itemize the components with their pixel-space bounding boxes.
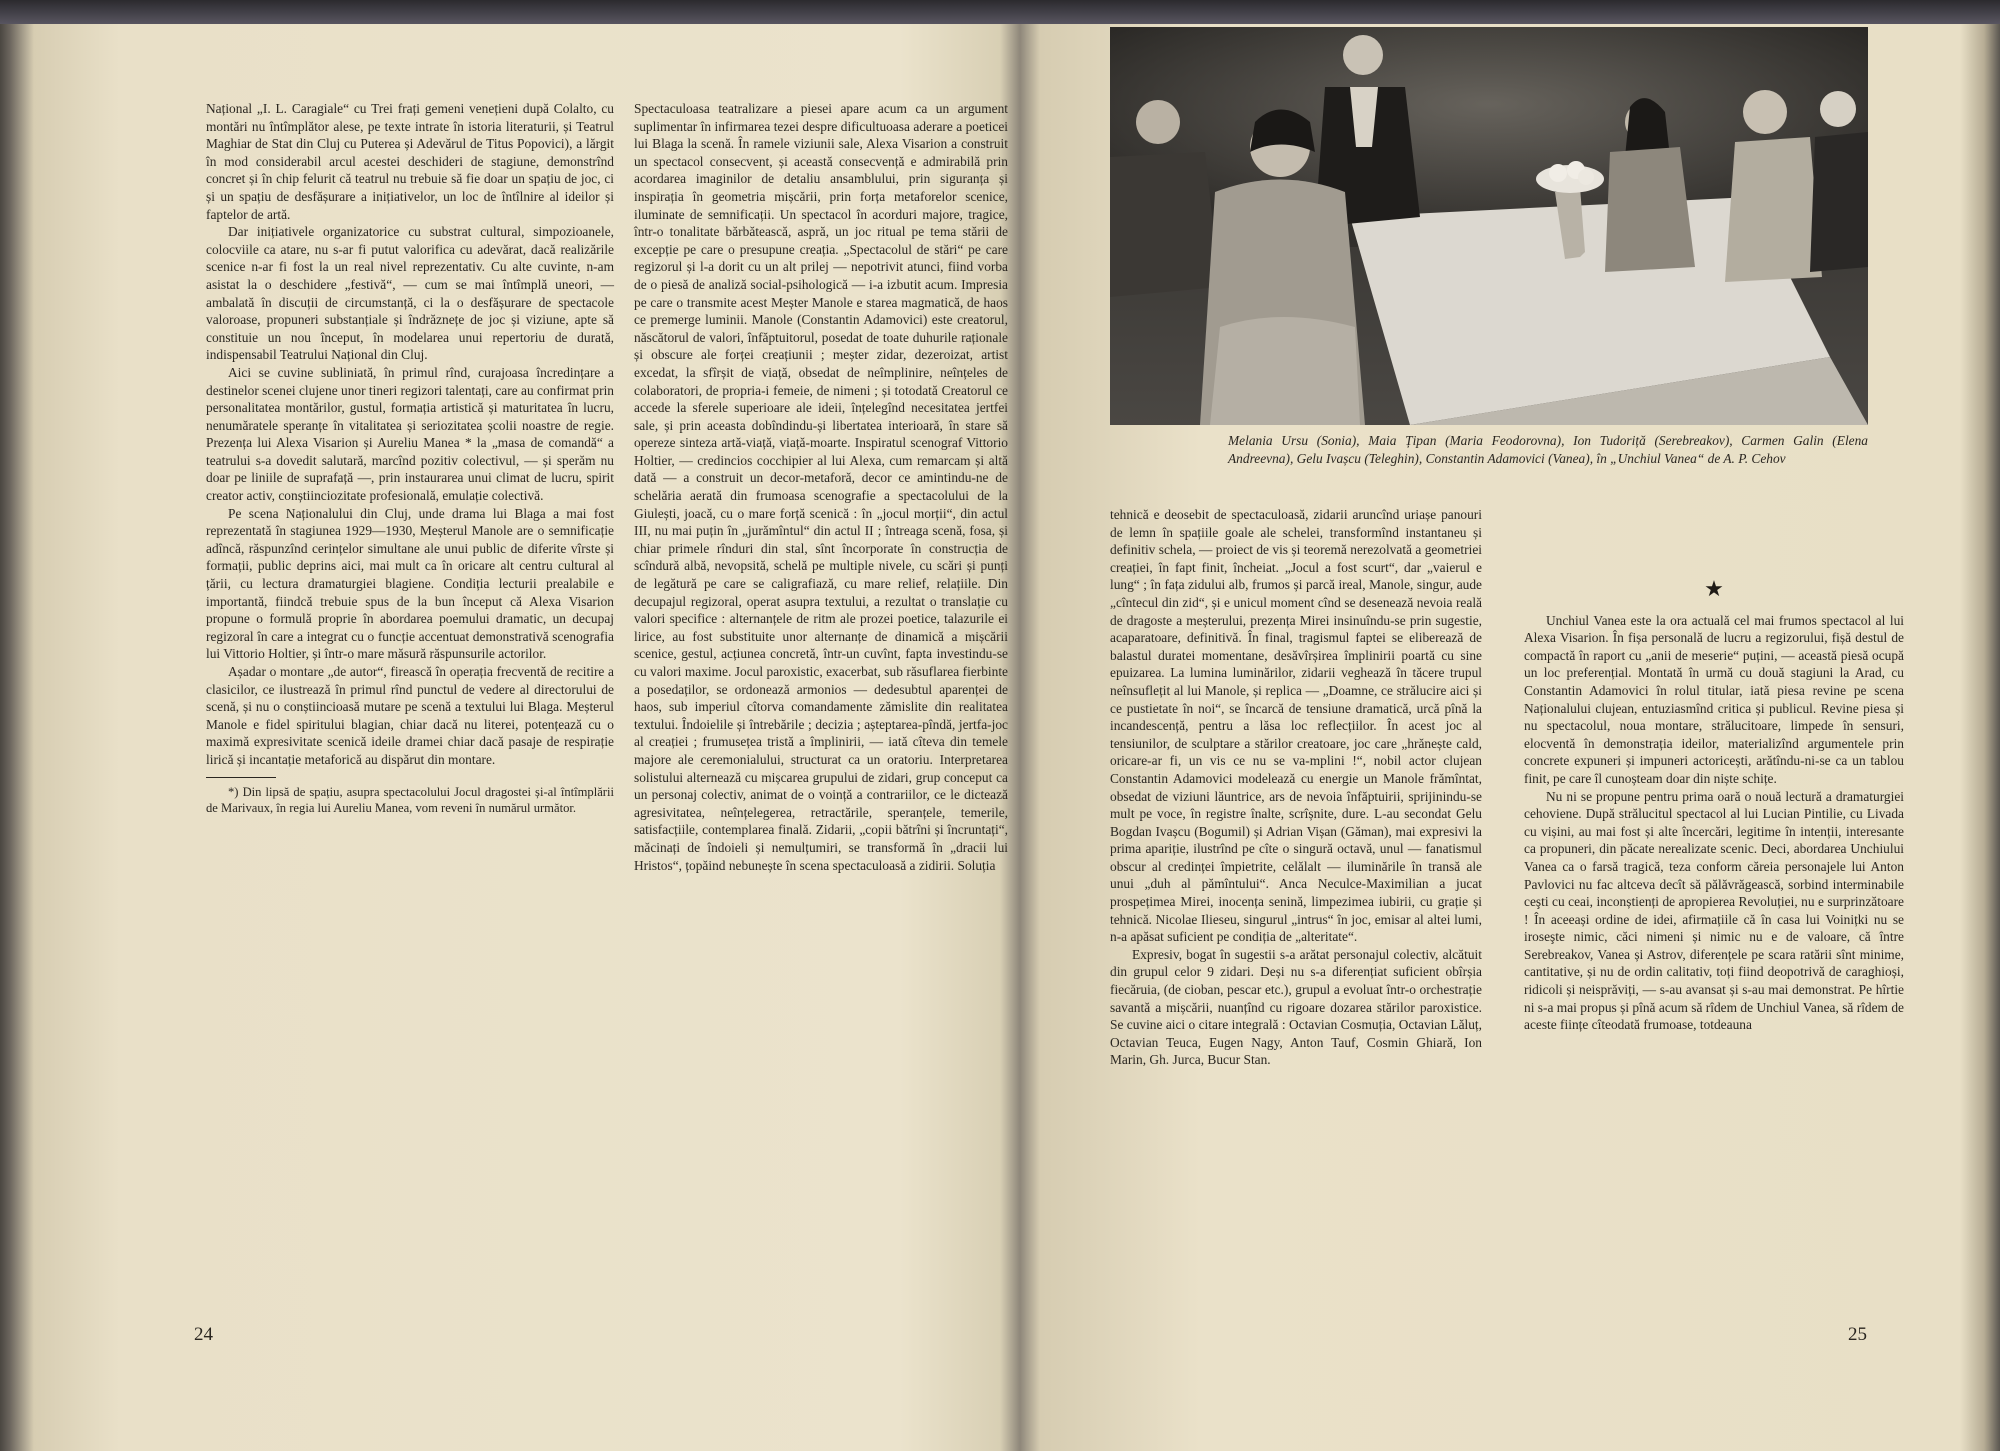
left-column-1 (206, 100, 614, 817)
page-number: 24 (194, 1324, 213, 1345)
paragraph: tehnică e deosebit de spectaculoasă, zidarii aruncînd uriașe panouri de lemn în spațiile goale ale schelei, transformînd instantaneu și definitiv schela, — proiect de vis și teoremă nerezolvată a geometriei creației, în fapt finit, încheiat. „Jocul a fost scurt“, dar „vaierul e lung“ ; în fața zidului alb, frumos și parcă ireal, Manole, singur, aude „cîntecul din zid“, și e unicul moment cînd se desenează nevoia reală de dragoste a meșterului, prezența Mirei insinuîndu-se prin sugestie, acaparatoare, definitivă. În final, tragismul faptei se eliberează de balastul duratei momentane, desăvîrșirea împlinirii poartă cu sine epuizarea. La lumina luminărilor, zidarii veghează în tăcere trupul neînsuflețit al lui Manole, și replica — „Doamne, ce strălucire aici și ce pustietate în noi“, se încarcă de tensiune dramatică, urcă pînă la incandescență, pentru a lăsa loc reflecțiilor. În acest joc al tensiunilor, de sculptare a stărilor creatoare, joc care „hrănește cald, oricare-ar fi, un vis ce nu se va-mplini !“, nobil actor clujean Constantin Adamovici modelează cu energie un Manole frămîntat, obsedat de viziuni lăuntrice, ars de nevoia înfăptuirii, sprijinindu-se mult pe voce, în registre înalte, scrîșnite, dure. L-au secondat Gelu Bogdan Ivașcu (Bogumil) și Adrian Vișan (Găman), mai expresivi la prima apariție, ilustrînd pe cîte o singură octavă, unul — fanatismul obscur al credinței împietrite, celălalt — iluminările în transă ale unui „duh al pămîntului“. Anca Neculce-Maximilian a jucat prospețimea Mirei, inocența senină, limpezimea iubirii, cu grație și tehnică. Nicolae Ilieseu, singurul „intrus“ în joc, emisar al altei lumi, n-a apăsat suficient pe condiția de „alteritate“. (1110, 507, 1482, 945)
footnote: *) Din lipsă de spațiu, asupra spectacolului Jocul dragostei și-al întîmplării de Marivaux, în regia lui Aureliu Manea, vom reveni în numărul următor. (206, 784, 614, 816)
right-page (1040, 24, 1984, 1451)
photo-caption: Melania Ursu (Sonia), Maia Țipan (Maria Feodorovna), Ion Tudoriță (Serebreakov), Carmen Galin (Elena Andreevna), Gelu Ivașcu (Teleghin), Constantin Adamovici (Vanea), în „Unchiul Vanea“ de A. P. Cehov (1228, 433, 1868, 466)
paragraph: Nu ni se propune pentru prima oară o nouă lectură a dramaturgiei cehoviene. După strălucitul spectacol al lui Lucian Pintilie, cu Livada cu vișini, au mai fost și alte încercări, legitime în intenții, interesante ca propuneri, din păcate nerealizate scenic. Deci, abordarea Unchiului Vanea ca o farsă tragică, teza conform căreia personajele lui Anton Pavlovici nu fac altceva decît să pălăvrăgească, sorbind interminabile ceşti cu ceai, inconștienți de apropierea Revoluției, nu e surprinzătoare ! În aceeași ordine de idei, afirmațiile că în casa lui Voinițki nu se iroseşte nimic, căci nimeni și nimic nu e de valoare, că între Serebreakov, Vanea și Astrov, diferențele pe scara ratării sînt minime, cantitative, și nu de ordin calitativ, toți fiind deopotrivă de caraghioși, ridicoli și neisprăviți, — s-au avansat și s-au mai demonstrat. Pe hîrtie ni s-a mai propus și pînă acum să rîdem de Unchiul Vanea, să rîdem de aceste ființe cîteodată frumoase, totdeauna (1524, 788, 1904, 1033)
book-cover-edge (0, 0, 2000, 24)
production-photo (1110, 27, 1868, 425)
paragraph: Dar inițiativele organizatorice cu substrat cultural, simpozioanele, colocviile ca atare, nu s-ar fi putut valorifica cu adevărat, dacă realizările scenice n-ar fi fost la un real nivel reprezentativ. Cu alte cuvinte, n-am asistat la o deschidere „festivă“, — cum se mai întîmplă uneori, — ambalată în discuții de circumstanță, ci la o desfășurare de spectacole valoroase, propuneri substanțiale și îndrăznețe de joc și viziune, apte să constituie un nou început, în modelarea unui repertoriu de durată, indispensabil Teatrului Național din Cluj. (206, 224, 614, 363)
right-column-1 (1110, 506, 1482, 1069)
footnote-rule (206, 777, 276, 778)
paragraph: Unchiul Vanea este la ora actuală cel mai frumos spectacol al lui Alexa Visarion. În fișa personală de lucru a regizorului, fișă destul de compactă în raport cu „anii de meserie“ puțini, — această piesă ocupă un loc preferențial. Montată în urmă cu două stagiuni la Arad, cu Constantin Adamovici în rolul titular, iată piesa revine pe scena Naționalului clujean, entuziasmînd critica și publicul. Revine piesa și nu spectacolul, noua montare, strălucitoare, limpede în sensuri, elocventă în demonstrația ideilor, materializînd argumentele prin concrete expuneri și impuneri actoricești, arătîndu-ni-se ca un tablou finit, pe care îl cunoșteam doar din niște schițe. (1524, 612, 1904, 786)
paragraph: Spectaculoasa teatralizare a piesei apare acum ca un argument suplimentar în infirmarea tezei despre dificultuoasa aderare a poeticei lui Blaga la scenă. În ramele viziunii sale, Alexa Visarion a construit un spectacol consecvent, și această consecvență e admirabilă prin acordarea imaginilor de detaliu ansamblului, prin siguranța și inspirația în geometria mișcării, prin forța metaforelor scenice, iluminate de semnificații. Un spectacol în acorduri majore, tragice, într-o tonalitate bărbătească, aspră, un joc ritual pe tema stării de excepție pe care o presupune creația. „Spectacolul de stări“ pe care regizorul și l-a dorit cu un alt prilej — nepotrivit atunci, fiind vorba de o piesă de analiză social-psihologică — i-a izbutit acum. Impresia pe care o transmite acest Meșter Manole e starea magmatică, de haos ce premerge luminii. Manole (Constantin Adamovici) este creatorul, născătorul de valori, înfăptuitorul, posedat de toate duhurile raționale și obscure ale forței creațiunii ; meșter zidar, dezeroizat, artist excedat, la sfîrșit de viață, obsedat de neîmplinire, neînțeles de colaboratori, de propria-i femeie, de nimeni ; și totodată Creatorul ce accede la sferele superioare ale ideii, înțelegînd necesitatea jertfei sale, și prin aceasta dobîndindu-și libertatea interioară, în stare să opereze sinteza artă-viață, viață-moarte. Inspiratul scenograf Vittorio Holtier, — credincios cocchipier al lui Alexa, cum remarcam și altă dată — a construit un decor-metaforă, decor ce amintindu-ne de schelăria aerată din frumoasa scenografie a spectacolului de la Giulești, joacă, cu o mare forță scenică : în „jocul morții“, din actul III, nu mai puțin în „jurămîntul“ din actul II ; întreaga scenă, fosa, și chiar primele rînduri din stal, sînt încorporate în construcția de scîndură albă, nevopsită, schelă pe multiple nivele, cu scări și punți de legătură pe care se caligrafiază, cu mare relief, relațiile. Din decupajul regizoral, operat asupra textului, a rezultat o translație cu valori specifice : alternanțele de ritm ale prozei poetice, talazurile ei lirice, au fost substituite unor alternanțe de dinamică a mișcării scenice, gestul, acțiunea concretă, într-un cuvînt, fapta investindu-se cu valori maxime. Jocul paroxistic, exacerbat, sub răsuflarea fierbinte a posedaților, se ordonează armonios — dedesubtul aparenței de haos, sub imperiul cîtorva comandamente zămislite din realitatea textului. Îndoielile și întrebările ; decizia ; așteptarea-pîndă, jertfa-joc al creației ; frumusețea tristă a împlinirii, — iată cîteva din temele majore ale ceremonialului, structurat ca un oratoriu. Interpretarea solistului alternează cu mișcarea grupului de zidari, grup conceput ca un personaj colectiv, animat de o voință a contrariilor, ce le dictează agresivitatea, neînțelegerea, retractările, speranțele, temerile, satisfacțiile, contemplarea finală. Zidarii, „copii bătrîni și încruntați“, măcinați de îndoieli și nemulțumiri, se transformă în „dracii lui Hristos“, țopăind nebunește în scena spectaculoasă a zidirii. Soluția (634, 101, 1008, 873)
section-star: ★ (1704, 576, 1724, 601)
paragraph: Aici se cuvine subliniată, în primul rînd, curajoasa încredințare a destinelor scenei clujene unor tineri regizori talentați, care au confirmat prin personalitatea montărilor, gustul, formația artistică și maturitatea în lucru, nenumăratele speranțe în vitalitatea și seriozitatea școlii noastre de regie. Prezența lui Alexa Visarion și Aureliu Manea * la „masa de comandă“ a teatrului s-a dovedit salutară, marcînd pozitiv colectivul, — și sperăm nu doar pe liniile de suprafață —, prin instaurarea unui climat de lucru, spirit creator activ, conștiinciozitate profesională, emulație colectivă. (206, 364, 614, 504)
paragraph: Expresiv, bogat în sugestii s-a arătat personajul colectiv, alcătuit din grupul celor 9 zidari. Deși nu s-a diferențiat suficient obîrșia fiecăruia, (de cioban, pescar etc.), grupul a evoluat într-o orchestrație savantă a mișcării, nuanțînd cu rigoare dozarea stărilor paroxistice. Se cuvine aici o citare integrală : Octavian Cosmuția, Octavian Lăluț, Octavian Teuca, Eugen Nagy, Anton Tauf, Cosmin Ghiară, Ion Marin, Gh. Jurca, Bucur Stan. (1110, 946, 1482, 1068)
paragraph: Pe scena Naționalului din Cluj, unde drama lui Blaga a mai fost reprezentată în stagiunea 1929—1930, Meșterul Manole are o semnificație adîncă, răspunzînd cerințelor simultane ale unui public de diferite vîrste și formații, public deprins aici, mai mult ca în oricare alt centru cultural al țării, cu lectura dramaturgiei blagiene. Condiția lecturii prealabile e importantă, fiindcă trebuie spus de la bun început că Alexa Visarion propune o formulă proprie în abordarea poemului dramatic, un decupaj regizoral în care a integrat cu o funcție accentuat demonstrativă scenografia lui Vittorio Holtier, și într-o mare măsură răspunsurile actorilor. (206, 505, 614, 662)
right-column-2 (1524, 506, 1904, 1034)
left-column-2 (634, 100, 1008, 874)
page-number: 25 (1848, 1324, 1867, 1345)
stage-photo-graphic (1110, 27, 1868, 425)
left-page (34, 24, 1014, 1451)
paragraph: Național „I. L. Caragiale“ cu Trei frați gemeni venețieni după Colalto, cu montări nu întîmplător alese, pe texte intrate în istoria literaturii, și Teatrul Maghiar de Stat din Cluj cu Puterea și Adevărul de Titus Popovici), a lărgit în mod considerabil arcul acestei deschideri de stagiune, demonstrînd concret și în chip felurit că teatrul nu trebuie să fie doar un spațiu de joc, ci și un spațiu de desfășurare a inițiativelor, un loc de întîlnire al ideilor și faptelor de artă. (206, 101, 614, 222)
paragraph: Așadar o montare „de autor“, firească în operația frecventă de recitire a clasicilor, ce ilustrează în primul rînd punctul de vedere al directorului de scenă, și nu o conștiincioasă mutare pe scenă a textului lui Blaga. Meșterul Manole e fidel spiritului blagian, chiar dacă nu literei, potențează cu o maximă expresivitate scenică ideile dramei chiar dacă pasaje de respirație lirică și incantație metaforică au dispărut din montare. (206, 664, 614, 767)
